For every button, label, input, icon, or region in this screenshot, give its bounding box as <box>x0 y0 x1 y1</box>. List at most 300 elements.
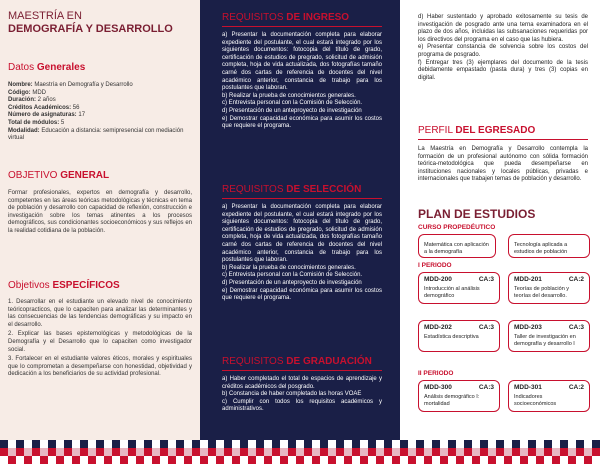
footer-tile <box>328 456 336 464</box>
footer-tile <box>144 456 152 464</box>
graduacion-cont-item: d) Haber sustentado y aprobado exitosamente su tesis de investigación de posgrado ante una terna examinadora en el plazo de dos años, incluidas las subsanaciones requeridas por los directivos del programa en el caso que las hubiera. <box>418 14 588 43</box>
footer-tile <box>128 456 136 464</box>
footer-tile <box>520 448 528 456</box>
course-code: MDD-203 <box>514 324 542 331</box>
footer-tile <box>592 456 600 464</box>
footer-tile <box>0 456 8 464</box>
footer-tile <box>368 448 376 456</box>
footer-tile <box>56 448 64 456</box>
footer-tile <box>96 456 104 464</box>
footer-tile <box>352 456 360 464</box>
footer-tile <box>112 456 120 464</box>
footer-tile <box>288 440 296 448</box>
ingreso-list <box>222 32 382 131</box>
footer-tile <box>488 440 496 448</box>
ingreso-heading-b: DE INGRESO <box>286 12 350 23</box>
footer-tile <box>320 456 328 464</box>
datos-list <box>8 82 192 143</box>
graduacion-list <box>222 376 382 414</box>
course-name: Análisis demográfico I: mortalidad <box>424 394 480 407</box>
footer-tile <box>328 440 336 448</box>
datos-item: Número de asignaturas: 17 <box>8 112 86 119</box>
graduacion-cont-item: f) Entregar tres (3) ejemplares del documento de la tesis debidamente empastado (pasta dura) y tres (3) copias en digital. <box>418 59 588 81</box>
footer-tile <box>248 456 256 464</box>
decorative-footer <box>0 440 600 464</box>
footer-tile <box>256 440 264 448</box>
perfil-heading-a: PERFIL <box>418 125 456 136</box>
footer-tile <box>552 448 560 456</box>
footer-tile <box>464 456 472 464</box>
course-card[interactable] <box>508 272 590 304</box>
footer-tile <box>280 440 288 448</box>
objetivo-heading-a: OBJETIVO <box>8 170 61 181</box>
footer-tile <box>104 456 112 464</box>
footer-tile <box>296 456 304 464</box>
seleccion-item: d) Presentación de un anteproyecto de investigación <box>222 279 362 286</box>
course-credits: CA:2 <box>568 384 584 391</box>
footer-tile <box>216 456 224 464</box>
footer-tile <box>248 440 256 448</box>
footer-tile <box>224 456 232 464</box>
footer-tile <box>224 440 232 448</box>
perfil-heading-b: DEL EGRESADO <box>455 125 536 136</box>
footer-tile <box>504 456 512 464</box>
footer-tile <box>128 440 136 448</box>
divider <box>222 370 382 371</box>
footer-tile <box>8 456 16 464</box>
footer-tile <box>208 448 216 456</box>
graduacion-item: a) Haber completado el total de espacios de aprendizaje y créditos académicos del posgrado. <box>222 376 382 390</box>
footer-tile <box>432 440 440 448</box>
footer-tile <box>80 440 88 448</box>
footer-tile <box>152 440 160 448</box>
footer-tile <box>24 456 32 464</box>
footer-tile <box>528 440 536 448</box>
footer-tile <box>544 440 552 448</box>
divider <box>222 198 382 199</box>
footer-tile <box>176 448 184 456</box>
course-card[interactable] <box>418 234 496 258</box>
footer-tile <box>496 440 504 448</box>
footer-tile <box>136 448 144 456</box>
footer-tile <box>440 448 448 456</box>
footer-tile <box>568 448 576 456</box>
seleccion-heading-a: REQUISITOS <box>222 184 287 195</box>
objetivo-heading-b: GENERAL <box>60 170 110 181</box>
footer-tile <box>344 440 352 448</box>
ingreso-heading-a: REQUISITOS <box>222 12 287 23</box>
ingreso-heading <box>222 12 349 24</box>
footer-tile <box>512 456 520 464</box>
footer-tile <box>568 456 576 464</box>
footer-tile <box>200 456 208 464</box>
seleccion-item: b) Realizar la prueba de conocimientos generales. <box>222 264 356 271</box>
footer-tile <box>224 448 232 456</box>
footer-tile <box>184 448 192 456</box>
datos-item: Créditos Académicos: 56 <box>8 104 80 111</box>
ingreso-item: b) Realizar la prueba de conocimientos generales. <box>222 92 356 99</box>
course-name: Matemática con aplicación a la demografía <box>424 242 489 255</box>
footer-tile <box>200 448 208 456</box>
especifico-item: 3. Fortalecer en el estudiante valores éticos, morales y espirituales que lo comprometan a desempeñarse con honestidad, objetividad y dedicación a los beneficiarios de su actividad profesional. <box>8 356 192 378</box>
footer-tile <box>312 448 320 456</box>
footer-tile <box>192 456 200 464</box>
footer-tile <box>48 448 56 456</box>
footer-tile <box>536 456 544 464</box>
footer-tile <box>536 440 544 448</box>
footer-tile <box>80 448 88 456</box>
footer-tile <box>424 440 432 448</box>
especifico-item: 1. Desarrollar en el estudiante un elevado nivel de conocimiento teóricopracticos, que lo capaciten para analizar las determinantes y las consecuencias de las tendencias demográficas y su impacto en el desarrollo. <box>8 299 192 328</box>
footer-tile <box>16 456 24 464</box>
footer-tile <box>456 448 464 456</box>
footer-tile <box>520 440 528 448</box>
footer-tile <box>336 456 344 464</box>
footer-tile <box>440 456 448 464</box>
footer-tile <box>400 448 408 456</box>
footer-tile <box>376 456 384 464</box>
footer-tile <box>352 448 360 456</box>
course-code: MDD-200 <box>424 276 452 283</box>
footer-tile <box>448 440 456 448</box>
perfil-heading <box>418 125 535 137</box>
seleccion-item: e) Demostrar capacidad económica para asumir los costos que requiere el programa. <box>222 287 382 302</box>
footer-tile <box>192 448 200 456</box>
footer-tile <box>272 440 280 448</box>
footer-tile <box>416 456 424 464</box>
footer-tile <box>552 440 560 448</box>
footer-tile <box>200 440 208 448</box>
ingreso-item: c) Entrevista personal con la Comisión de Selección. <box>222 100 363 107</box>
footer-tile <box>584 456 592 464</box>
footer-tile <box>376 440 384 448</box>
footer-tile <box>264 456 272 464</box>
datos-item: Código: MDD <box>8 89 47 96</box>
footer-tile <box>528 448 536 456</box>
footer-tile <box>496 448 504 456</box>
footer-tile <box>168 440 176 448</box>
course-code: MDD-301 <box>514 384 542 391</box>
footer-tile <box>528 456 536 464</box>
footer-tile <box>208 456 216 464</box>
footer-tile <box>472 448 480 456</box>
footer-tile <box>72 440 80 448</box>
footer-tile <box>360 440 368 448</box>
footer-tile <box>512 440 520 448</box>
course-name: Taller de investigación en demografía y desarrollo I <box>514 334 576 347</box>
footer-tile <box>56 456 64 464</box>
footer-tile <box>272 456 280 464</box>
footer-tile <box>368 456 376 464</box>
course-code: MDD-300 <box>424 384 452 391</box>
footer-tile <box>296 448 304 456</box>
footer-tile <box>552 456 560 464</box>
especificos-heading-b: ESPECÍFICOS <box>52 280 120 291</box>
footer-tile <box>64 440 72 448</box>
footer-tile <box>120 448 128 456</box>
footer-tile <box>392 448 400 456</box>
panel-middle <box>200 0 400 440</box>
footer-tile <box>152 456 160 464</box>
footer-tile <box>304 448 312 456</box>
footer-tile <box>168 456 176 464</box>
datos-heading-b: Generales <box>36 62 86 73</box>
footer-tile <box>424 448 432 456</box>
footer-tile <box>504 448 512 456</box>
footer-tile <box>176 456 184 464</box>
footer-tile <box>472 440 480 448</box>
footer-tile <box>136 456 144 464</box>
footer-tile <box>480 456 488 464</box>
footer-tile <box>32 440 40 448</box>
footer-tile <box>240 456 248 464</box>
course-card[interactable] <box>418 320 500 352</box>
footer-tile <box>512 448 520 456</box>
footer-tile <box>320 448 328 456</box>
datos-heading <box>8 62 85 74</box>
footer-tile <box>464 440 472 448</box>
footer-tile <box>584 440 592 448</box>
footer-tile <box>576 440 584 448</box>
footer-tile <box>16 440 24 448</box>
course-credits: CA:2 <box>568 276 584 283</box>
footer-tile <box>120 440 128 448</box>
footer-tile <box>320 440 328 448</box>
periodo1-label: I PERIODO <box>418 262 452 269</box>
footer-tile <box>136 440 144 448</box>
footer-tile <box>184 456 192 464</box>
footer-tile <box>64 448 72 456</box>
course-name: Indicadores socioeconómicos <box>514 394 557 407</box>
course-card[interactable] <box>508 320 590 352</box>
footer-tile <box>88 440 96 448</box>
panel-left <box>0 0 200 440</box>
footer-tile <box>520 456 528 464</box>
datos-heading-a: Datos <box>8 62 37 73</box>
footer-tile <box>8 440 16 448</box>
footer-tile <box>40 456 48 464</box>
title-line1: MAESTRÍA EN <box>8 10 82 22</box>
footer-pattern <box>0 440 600 464</box>
especifico-item: 2. Explicar las bases epistemológicas y metodológicas de la Demografía y el Desarrollo que lo capaciten como investigador social. <box>8 331 192 353</box>
footer-tile <box>176 440 184 448</box>
footer-tile <box>432 448 440 456</box>
footer-tile <box>96 440 104 448</box>
course-credits: CA:3 <box>478 324 494 331</box>
footer-tile <box>144 448 152 456</box>
footer-tile <box>120 456 128 464</box>
footer-tile <box>40 448 48 456</box>
graduacion-heading-b: DE GRADUACIÓN <box>286 356 372 367</box>
footer-tile <box>192 440 200 448</box>
perfil-text: La Maestría en Demografía y Desarrollo contempla la formación de un profesional autónomo con sólida formación teórica-metodológica que pueda desempeñarse en instituciones nacionales y locales públicas, privadas e internacionales que trabajen temas de población y desarrollo. <box>418 146 588 183</box>
seleccion-heading <box>222 184 361 196</box>
footer-tile <box>568 440 576 448</box>
course-card[interactable] <box>508 234 590 258</box>
footer-tile <box>400 440 408 448</box>
footer-tile <box>264 448 272 456</box>
footer-tile <box>80 456 88 464</box>
ingreso-item: d) Presentación de un anteproyecto de investigación <box>222 107 362 114</box>
footer-tile <box>408 448 416 456</box>
footer-tile <box>256 456 264 464</box>
footer-tile <box>56 440 64 448</box>
footer-tile <box>488 456 496 464</box>
graduacion-item: b) Constancia de haber completado las horas VOAE <box>222 391 362 398</box>
footer-tile <box>288 456 296 464</box>
course-credits: CA:3 <box>478 384 494 391</box>
footer-tile <box>232 440 240 448</box>
page-title <box>8 10 173 36</box>
footer-tile <box>72 456 80 464</box>
footer-tile <box>336 448 344 456</box>
footer-tile <box>384 440 392 448</box>
footer-tile <box>64 456 72 464</box>
course-card[interactable] <box>418 272 500 304</box>
footer-tile <box>544 448 552 456</box>
footer-tile <box>592 448 600 456</box>
footer-tile <box>488 448 496 456</box>
footer-tile <box>336 440 344 448</box>
footer-tile <box>584 448 592 456</box>
footer-tile <box>72 448 80 456</box>
footer-tile <box>456 456 464 464</box>
footer-tile <box>560 456 568 464</box>
footer-tile <box>32 456 40 464</box>
footer-tile <box>272 448 280 456</box>
objetivo-heading <box>8 170 109 182</box>
footer-tile <box>8 448 16 456</box>
footer-tile <box>280 456 288 464</box>
footer-tile <box>400 456 408 464</box>
especificos-list <box>8 299 192 379</box>
seleccion-item: a) Presentar la documentación completa para elaborar expediente del postulante, el cual estará integrado por los siguientes documentos: fotocopia del título de grado, certificación de estudios de pregrado, solicitud de admisión completa, hoja de vida actualizada, dos fotografías tamaño carné dos cartas de referencia de docentes del nivel académico anterior, constancia de trabajo para los postulantes que laboran. <box>222 204 382 264</box>
title-line2: DEMOGRAFÍA Y DESARROLLO <box>8 23 173 35</box>
footer-tile <box>240 448 248 456</box>
course-card[interactable] <box>508 380 590 412</box>
graduacion-heading <box>222 356 372 368</box>
footer-tile <box>232 456 240 464</box>
graduacion-heading-a: REQUISITOS <box>222 356 287 367</box>
divider <box>222 26 382 27</box>
footer-tile <box>184 440 192 448</box>
datos-item: Total de módulos: 5 <box>8 119 65 126</box>
datos-item: Duración: 2 años <box>8 97 56 104</box>
footer-tile <box>480 440 488 448</box>
footer-tile <box>216 448 224 456</box>
footer-tile <box>312 456 320 464</box>
footer-tile <box>352 440 360 448</box>
footer-tile <box>424 456 432 464</box>
footer-tile <box>280 448 288 456</box>
footer-tile <box>328 448 336 456</box>
footer-tile <box>472 456 480 464</box>
footer-tile <box>560 440 568 448</box>
course-code: MDD-201 <box>514 276 542 283</box>
course-name: Tecnología aplicada a estudios de población <box>514 242 568 255</box>
footer-tile <box>104 448 112 456</box>
footer-tile <box>376 448 384 456</box>
footer-tile <box>152 448 160 456</box>
footer-tile <box>144 440 152 448</box>
footer-tile <box>416 440 424 448</box>
footer-tile <box>448 448 456 456</box>
footer-tile <box>256 448 264 456</box>
footer-tile <box>128 448 136 456</box>
course-name: Estadística descriptiva <box>424 334 479 340</box>
footer-tile <box>88 448 96 456</box>
footer-tile <box>392 440 400 448</box>
footer-tile <box>480 448 488 456</box>
footer-tile <box>88 456 96 464</box>
footer-tile <box>464 448 472 456</box>
footer-tile <box>448 456 456 464</box>
course-code: MDD-202 <box>424 324 452 331</box>
footer-tile <box>232 448 240 456</box>
ingreso-item: a) Presentar la documentación completa para elaborar expediente del postulante, el cual estará integrado por los siguientes documentos: fotocopia del título de grado, certificación de estudios de pregrado, solicitud de admisión completa, hoja de vida actualizada, dos fotografías tamaño carné dos cartas de referencia de docentes del nivel académico anterior, constancia de trabajo para los postulantes que laboran. <box>222 32 382 92</box>
footer-tile <box>416 448 424 456</box>
footer-tile <box>40 440 48 448</box>
course-name: Introducción al análisis demográfico <box>424 286 480 299</box>
footer-tile <box>456 440 464 448</box>
footer-tile <box>48 440 56 448</box>
ingreso-item: e) Demostrar capacidad económica para asumir los costos que requiere el programa. <box>222 115 382 130</box>
footer-tile <box>48 456 56 464</box>
curso-label: CURSO PROPEDÉUTICO <box>418 224 496 231</box>
footer-tile <box>160 440 168 448</box>
footer-tile <box>360 448 368 456</box>
especificos-heading-a: Objetivos <box>8 280 53 291</box>
graduacion-cont-list <box>418 14 588 82</box>
footer-tile <box>304 456 312 464</box>
objetivo-text: Formar profesionales, expertos en demografía y desarrollo, competentes en las áreas teóricas metodológicas y técnicas en tema de población y desarrollo con capacidad de reflexión, construcción e investigación sobre los temas atinentes a los procesos demográficos, sus condicionantes socioeconómicos y sus reflejos en la realidad cotidiana de la población. <box>8 190 192 234</box>
footer-tile <box>440 440 448 448</box>
graduacion-cont-item: e) Presentar constancia de solvencia sobre los costos del programa de posgrado. <box>418 44 588 58</box>
footer-tile <box>536 448 544 456</box>
footer-tile <box>208 440 216 448</box>
footer-tile <box>96 448 104 456</box>
footer-tile <box>576 448 584 456</box>
seleccion-item: c) Entrevista personal con la Comisión de Selección. <box>222 272 363 279</box>
footer-tile <box>592 440 600 448</box>
datos-item: Nombre: Maestría en Demografía y Desarrollo <box>8 82 133 88</box>
seleccion-list <box>222 204 382 303</box>
footer-tile <box>296 440 304 448</box>
footer-tile <box>216 440 224 448</box>
footer-tile <box>32 448 40 456</box>
footer-tile <box>112 440 120 448</box>
footer-tile <box>288 448 296 456</box>
footer-tile <box>384 448 392 456</box>
course-name: Teorías de población y teorías del desarrollo. <box>514 286 570 299</box>
footer-tile <box>112 448 120 456</box>
course-credits: CA:3 <box>478 276 494 283</box>
footer-tile <box>0 448 8 456</box>
footer-tile <box>248 448 256 456</box>
especificos-heading <box>8 280 120 292</box>
footer-tile <box>344 456 352 464</box>
footer-tile <box>544 456 552 464</box>
course-card[interactable] <box>418 380 500 412</box>
footer-tile <box>24 448 32 456</box>
seleccion-heading-b: DE SELECCIÓN <box>286 184 362 195</box>
periodo2-label: II PERIODO <box>418 370 454 377</box>
footer-tile <box>240 440 248 448</box>
footer-tile <box>368 440 376 448</box>
footer-tile <box>24 440 32 448</box>
footer-tile <box>360 456 368 464</box>
footer-tile <box>496 456 504 464</box>
